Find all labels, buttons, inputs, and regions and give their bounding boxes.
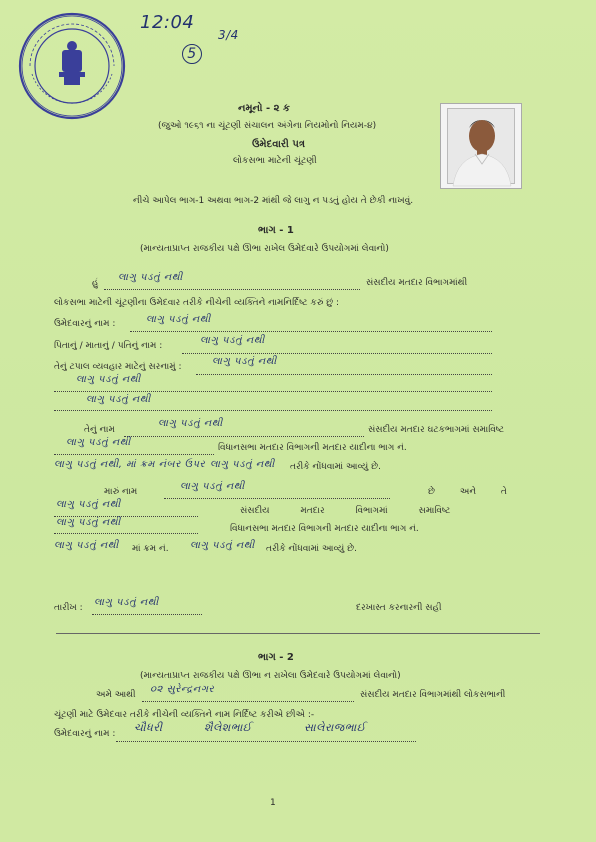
para-b-text-3: વિધાનસભા મતદાર વિભાગની મતદાર યાદીના ભાગ નં. [230,524,419,534]
part1-line2: લોકસભા માટેની ચૂંટણીના ઉમેદવાર તરીકે નીચેની વ્યક્તિને નામનિર્દિષ્ટ કરું છું : [54,298,340,308]
para-b-text: છે અને તે [428,487,507,497]
para-a-suffix: સંસદીય મતદાર ઘટકભાગમાં સમાવિષ્ટ [368,425,505,435]
parent-name-label: પિતાનું / માતાનું / પતિનું નામ : [54,341,163,351]
part1-line1-suffix: સંસદીય મતદાર વિભાગમાંથી [366,278,468,288]
address-fill-3: લાગુ પડતું નથી [86,394,151,405]
part2-heading: ભાગ - 2 [258,652,294,663]
part2-candidate-surname: ચૌધરી [134,721,163,734]
form-subtitle: લોકસભા માટેની ચૂંટણી [233,156,317,166]
para-b-text-2: સંસદીય મતદાર વિભાગમાં સમાવિષ્ટ [240,506,451,516]
para-a-name-fill: લાગુ પડતું નથી [158,418,223,429]
para-b-text-4: માં ક્રમ નં. [132,544,169,554]
part2-candidate-firstname: શૈલેશભાઈ [204,721,252,734]
address-fill-2: લાગુ પડતું નથી [76,374,141,385]
para-a-text-2: વિધાનસભા મતદાર વિભાગની મતદાર યાદીના ભાગ નં. [218,443,407,453]
part1-heading: ભાગ - 1 [258,225,294,236]
para-b-fill-3: લાગુ પડતું નથી [56,517,121,528]
handwritten-circled-number: 5 [182,44,202,64]
para-b-fill-5: લાગુ પડતું નથી [190,540,255,551]
candidate-name-fill: લાગુ પડતું નથી [146,314,211,325]
part2-line1-fill: ૦૨ સુરેન્દ્રનગર [150,684,215,695]
part-instruction: નીચે આપેલ ભાગ-1 અથવા ભાગ-2 માંથી જે લાગુ ન પડતું હોય તે છેકી નાખવું. [133,196,414,206]
official-seal-stamp [16,10,128,122]
date-fill: લાગુ પડતું નથી [94,597,159,608]
part2-line2: ચૂંટણી માટે ઉમેદવાર તરીકે નીચેની વ્યક્તિને નામ નિર્દિષ્ટ કરીએ છીએ :- [54,710,315,720]
rule-reference: (જુઓ ૧૯૬૧ ના ચૂંટણી સંચાલન અંગેના નિયમોનો નિયમ-૪) [158,121,377,131]
para-b-fill: લાગુ પડતું નથી [180,481,245,492]
para-a-fill-3: લાગુ પડતું નથી, માં ક્રમ નંબર ઉપર [54,459,206,470]
para-b-fill-4: લાગુ પડતું નથી [54,540,119,551]
para-b-fill-2: લાગુ પડતું નથી [56,499,121,510]
para-a-text-3: તરીકે નોંધવામાં આવ્યું છે. [290,462,381,472]
para-a-fill-3b: લાગુ પડતું નથી [210,459,275,470]
form-number: નમૂનો - ૨ ક [238,103,290,114]
date-label: તારીખ : [54,603,83,613]
proposer-signature-label: દરખાસ્ત કરનારની સહી [356,603,442,613]
part1-line1-fill: લાગુ પડતું નથી [118,272,183,283]
address-label: તેનું ટપાલ વ્યવહાર માટેનું સરનામું : [54,362,182,372]
candidate-photo [440,103,522,189]
address-fill-1: લાગુ પડતું નથી [212,356,277,367]
part-divider [56,633,540,634]
para-a-fill-2: લાગુ પડતું નથી [66,437,131,448]
page-number: 1 [270,798,276,808]
para-b-text-5: તરીકે નોંધવામાં આવ્યું છે. [266,544,357,554]
part2-line1-prefix: અમે આથી [96,690,136,700]
para-a-name-label: તેનું નામ [84,425,115,435]
part2-line1-suffix: સંસદીય મતદાર વિભાગમાંથી લોકસભાની [360,690,506,700]
part1-line1-prefix: હું [92,278,99,288]
part1-subheading: (માન્યતાપ્રાપ્ત રાજકીય પક્ષે ઊભા રાખેલ ઉમેદવારે ઉપયોગમાં લેવાનો) [140,244,389,254]
handwritten-ref: 3/4 [218,28,239,42]
para-b-label: મારું નામ [104,487,138,497]
part2-subheading: (માન્યતાપ્રાપ્ત રાજકીય પક્ષે ઊભા ન રાખેલા ઉમેદવારે ઉપયોગમાં લેવાનો) [140,671,401,681]
candidate-name-label: ઉમેદવારનું નામ : [54,319,116,329]
handwritten-time: 12:04 [140,12,195,33]
part2-candidate-label: ઉમેદવારનું નામ : [54,729,116,739]
parent-name-fill: લાગુ પડતું નથી [200,335,265,346]
form-title: ઉમેદવારી પત્ર [252,139,306,150]
part2-candidate-fathername: સાલેરાજભાઈ [304,721,366,734]
